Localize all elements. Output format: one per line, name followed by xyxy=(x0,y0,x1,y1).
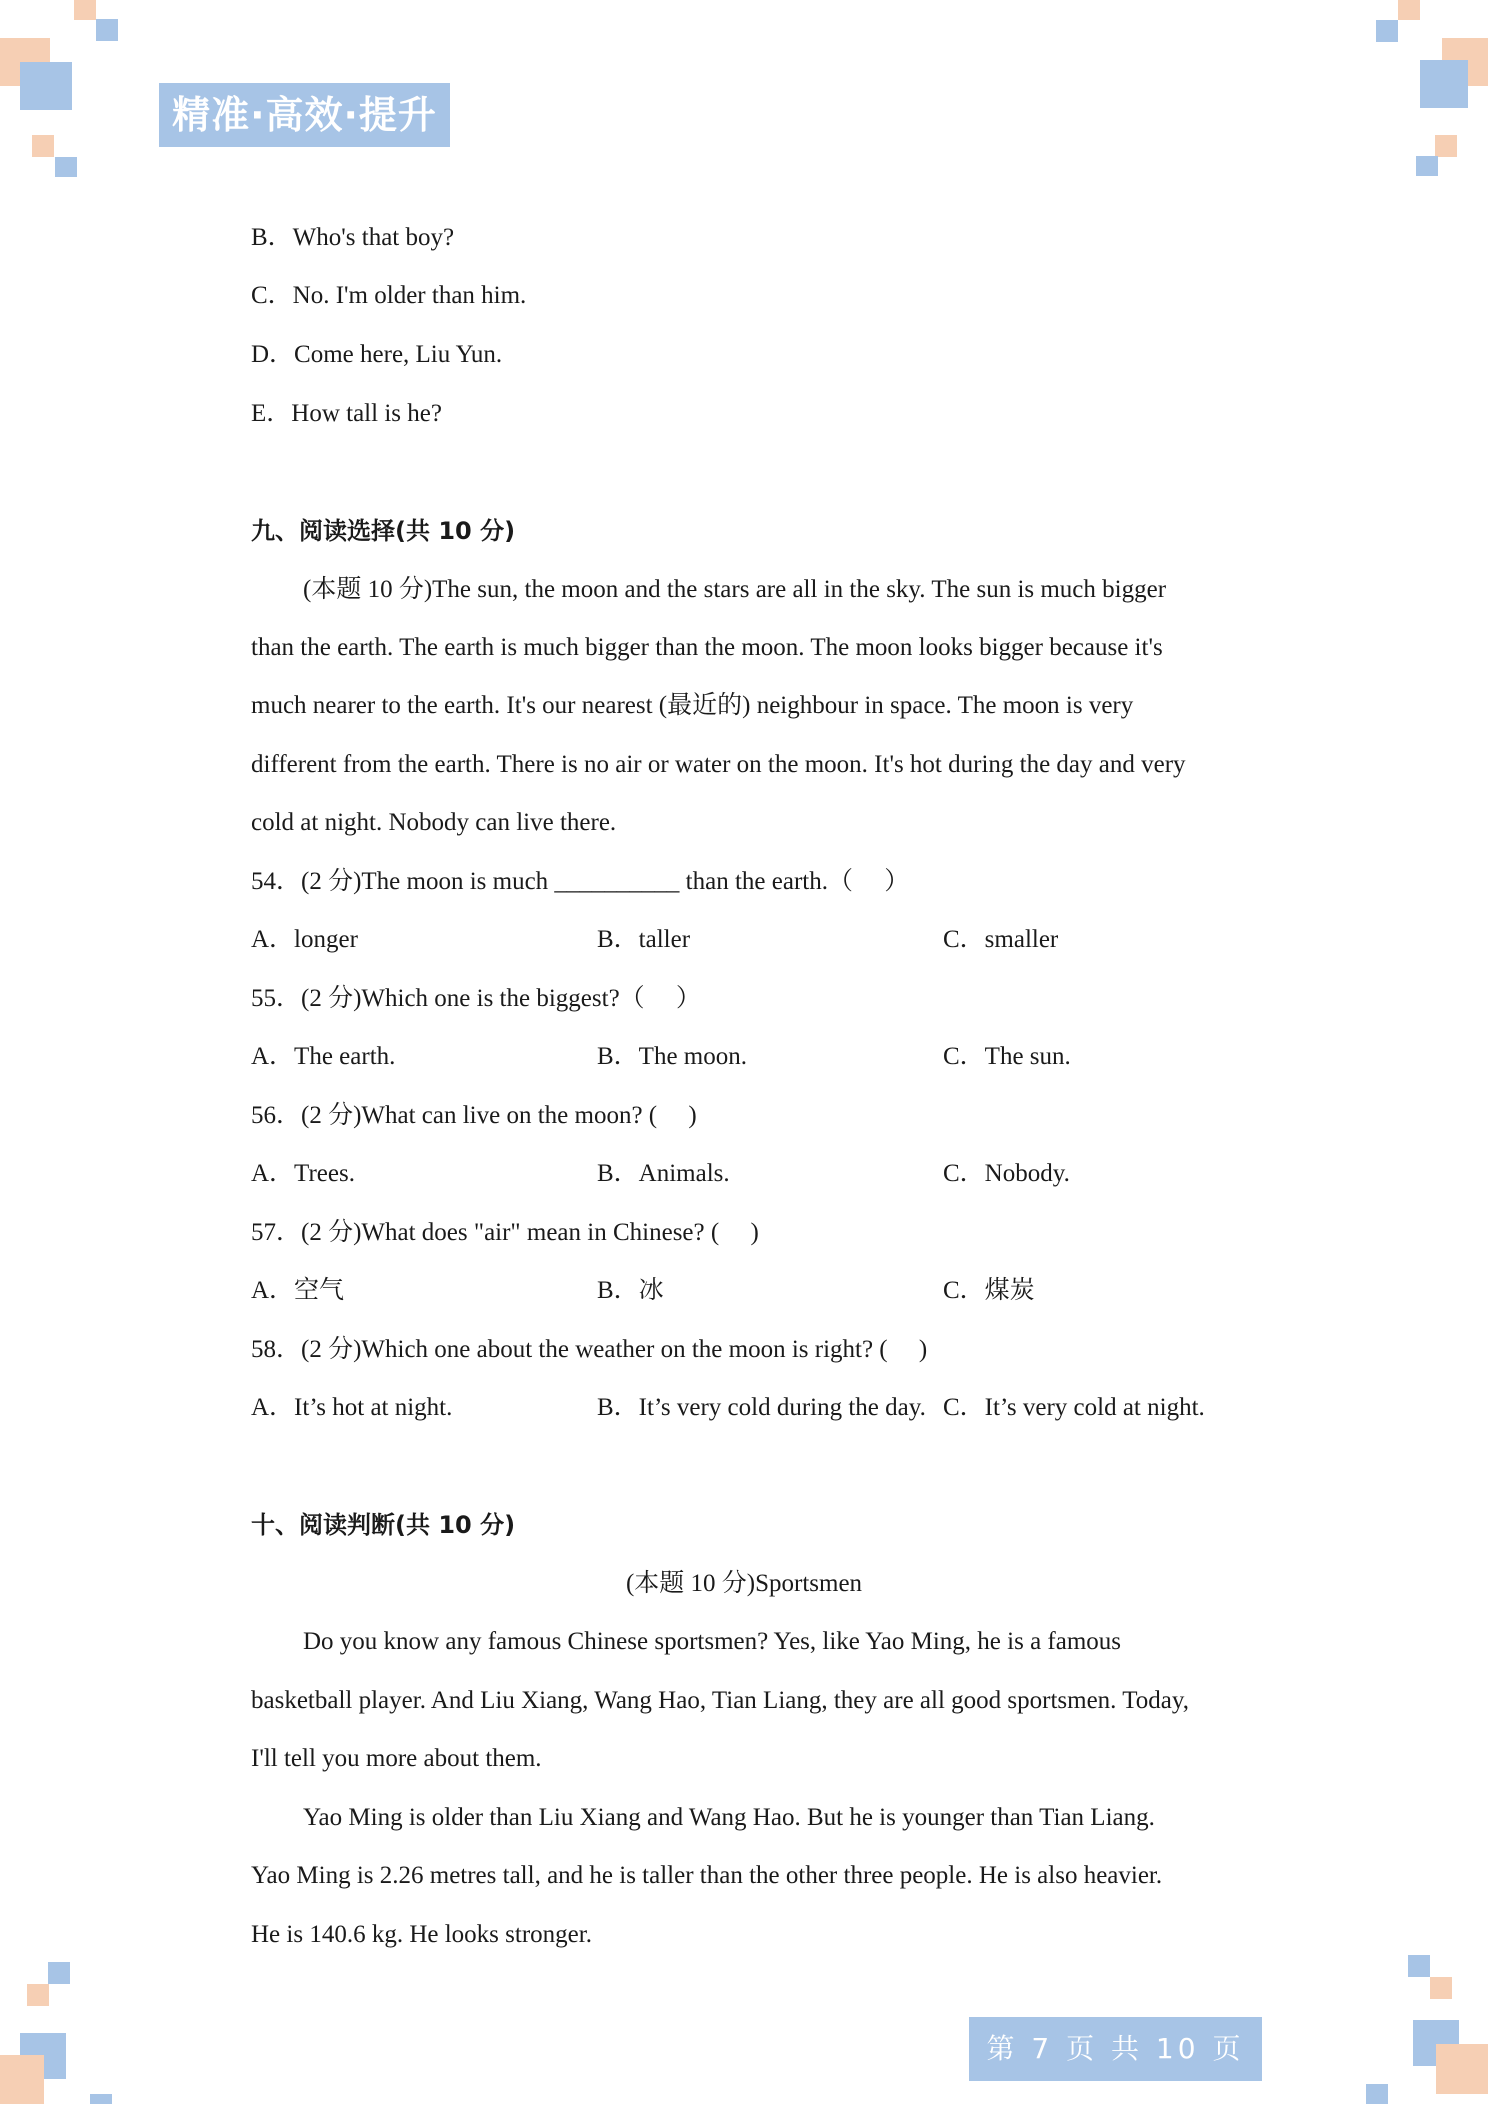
section-heading: 九、阅读选择(共 10 分) xyxy=(251,517,516,545)
option-line: C．No. I'm older than him. xyxy=(251,282,527,309)
decor-square xyxy=(1430,1977,1452,1999)
passage-line: Do you know any famous Chinese sportsmen? Yes, like Yao Ming, he is a famous xyxy=(303,1628,1122,1655)
decor-square xyxy=(0,2055,44,2104)
answer-option: C．煤炭 xyxy=(943,1277,1035,1304)
page-number: 第 7 页 共 10 页 xyxy=(969,2017,1262,2081)
question-stem: 54．(2 分)The moon is much __________ than the earth.（ ） xyxy=(251,868,910,895)
section-heading: 十、阅读判断(共 10 分) xyxy=(251,1511,516,1539)
answer-option: C．smaller xyxy=(943,926,1059,953)
option-line: E．How tall is he? xyxy=(251,400,442,427)
passage-line: He is 140.6 kg. He looks stronger. xyxy=(251,1921,592,1948)
answer-option: B．Animals. xyxy=(597,1160,730,1187)
option-line: B．Who's that boy? xyxy=(251,224,455,251)
answer-option: C．It’s very cold at night. xyxy=(943,1394,1205,1421)
answer-option: A．The earth. xyxy=(251,1043,396,1070)
passage-line: than the earth. The earth is much bigger than the moon. The moon looks bigger because it's xyxy=(251,634,1163,661)
passage-title: (本题 10 分)Sportsmen xyxy=(625,1570,863,1597)
question-stem: 58．(2 分)Which one about the weather on the moon is right? ( ) xyxy=(251,1336,928,1363)
option-line: D．Come here, Liu Yun. xyxy=(251,341,503,368)
passage-line: (本题 10 分)The sun, the moon and the stars are all in the sky. The sun is much bigger xyxy=(303,576,1167,603)
answer-option: C．The sun. xyxy=(943,1043,1071,1070)
decor-square xyxy=(27,1984,49,2006)
answer-option: C．Nobody. xyxy=(943,1160,1070,1187)
answer-option: A．It’s hot at night. xyxy=(251,1394,453,1421)
passage-line: Yao Ming is 2.26 metres tall, and he is taller than the other three people. He is also heavier. xyxy=(251,1862,1163,1889)
answer-option: B．It’s very cold during the day. xyxy=(597,1394,926,1421)
question-stem: 56．(2 分)What can live on the moon? ( ) xyxy=(251,1102,697,1129)
decor-square xyxy=(1420,60,1468,108)
answer-option: B．taller xyxy=(597,926,691,953)
decor-square xyxy=(1408,1955,1430,1977)
passage-line: basketball player. And Liu Xiang, Wang Hao, Tian Liang, they are all good sportsmen. Today, xyxy=(251,1687,1189,1714)
passage-line: different from the earth. There is no air or water on the moon. It's hot during the day and very xyxy=(251,751,1186,778)
decor-square xyxy=(1376,20,1398,42)
decor-square xyxy=(1416,156,1438,176)
answer-option: A．空气 xyxy=(251,1277,345,1304)
decor-square xyxy=(1436,2044,1488,2094)
passage-line: I'll tell you more about them. xyxy=(251,1745,542,1772)
answer-option: B．The moon. xyxy=(597,1043,747,1070)
question-stem: 55．(2 分)Which one is the biggest?（ ） xyxy=(251,985,701,1012)
decor-square xyxy=(90,2094,112,2104)
answer-option: A．Trees. xyxy=(251,1160,355,1187)
answer-option: A．longer xyxy=(251,926,358,953)
question-stem: 57．(2 分)What does "air" mean in Chinese? ( ) xyxy=(251,1219,759,1246)
decor-square xyxy=(1398,0,1420,20)
passage-line: cold at night. Nobody can live there. xyxy=(251,809,617,836)
decor-square xyxy=(48,1962,70,1984)
decor-square xyxy=(74,0,96,20)
header-banner: 精准·高效·提升 xyxy=(159,83,450,147)
decor-square xyxy=(20,62,72,110)
passage-line: Yao Ming is older than Liu Xiang and Wang Hao. But he is younger than Tian Liang. xyxy=(303,1804,1155,1831)
decor-square xyxy=(1366,2084,1388,2104)
passage-line: much nearer to the earth. It's our nearest (最近的) neighbour in space. The moon is very xyxy=(251,692,1134,719)
answer-option: B．冰 xyxy=(597,1277,664,1304)
decor-square xyxy=(32,135,54,157)
decor-square xyxy=(1435,135,1457,157)
decor-square xyxy=(96,19,118,41)
decor-square xyxy=(55,157,77,177)
